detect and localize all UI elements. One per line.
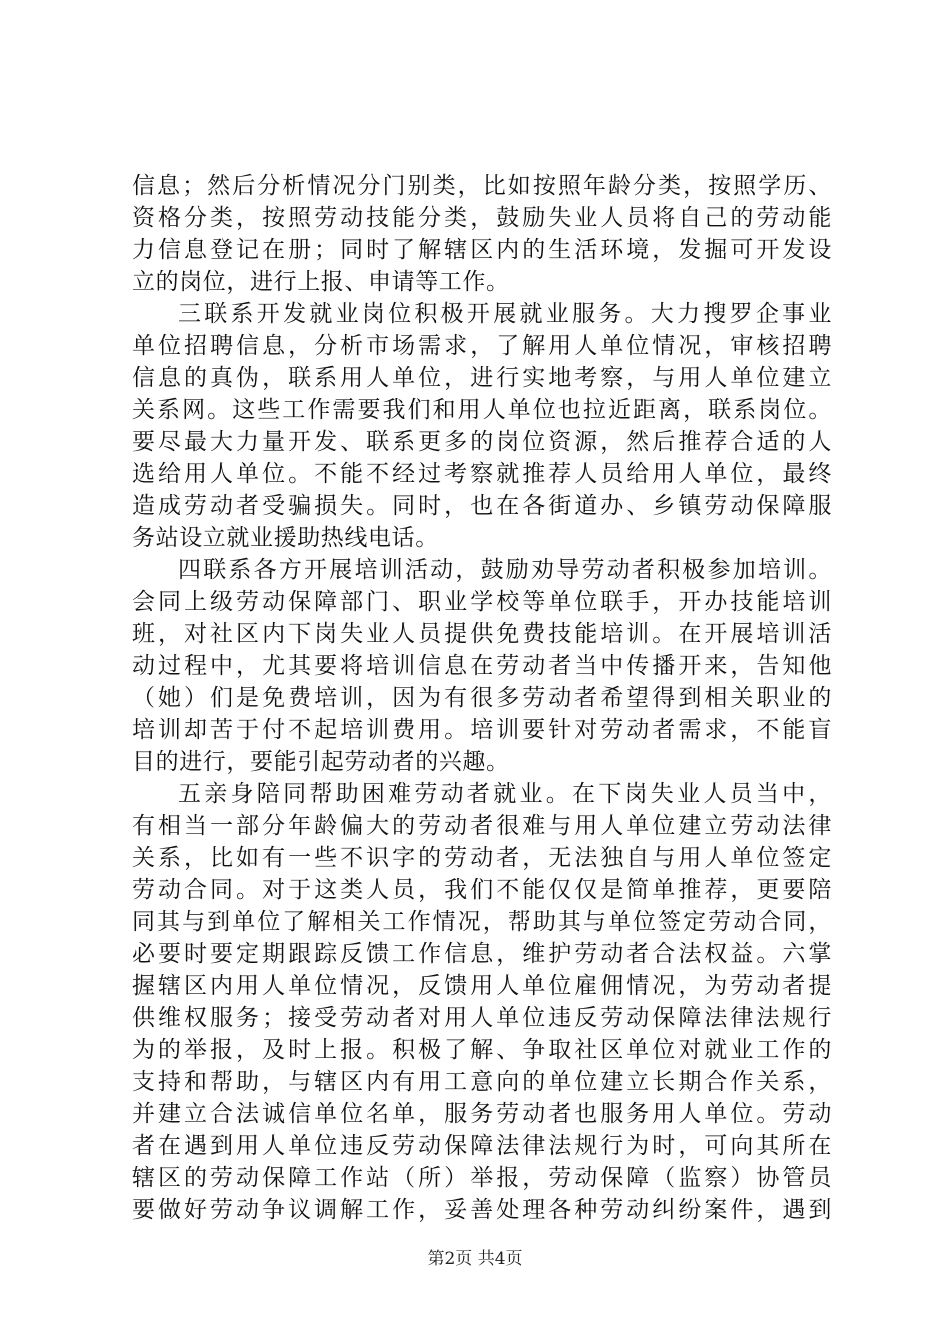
paragraph-start-line: 三联系开发就业岗位积极开展就业服务。大力搜罗企事业 [178, 301, 832, 327]
text-line: 支持和帮助，与辖区内有用工意向的单位建立长期合作关系， [132, 1069, 832, 1095]
text-line: 供维权服务；接受劳动者对用人单位违反劳动保障法律法规行 [132, 1005, 832, 1031]
text-line: 会同上级劳动保障部门、职业学校等单位联手，开办技能培训 [132, 589, 832, 615]
text-line: 信息；然后分析情况分门别类，比如按照年龄分类，按照学历、 [132, 173, 832, 199]
text-line: 者在遇到用人单位违反劳动保障法律法规行为时，可向其所在 [132, 1133, 832, 1159]
text-line: 造成劳动者受骗损失。同时，也在各街道办、乡镇劳动保障服 [132, 493, 832, 519]
text-line: 必要时要定期跟踪反馈工作信息，维护劳动者合法权益。六掌 [132, 941, 832, 967]
text-line: 资格分类，按照劳动技能分类，鼓励失业人员将自己的劳动能 [132, 205, 832, 231]
text-line: 关系网。这些工作需要我们和用人单位也拉近距离，联系岗位。 [132, 397, 832, 423]
text-line: 劳动合同。对于这类人员，我们不能仅仅是简单推荐，更要陪 [132, 877, 832, 903]
paragraph-start-line: 五亲身陪同帮助困难劳动者就业。在下岗失业人员当中， [178, 781, 832, 807]
text-line: 信息的真伪，联系用人单位，进行实地考察，与用人单位建立 [132, 365, 832, 391]
text-line: 力信息登记在册；同时了解辖区内的生活环境，发掘可开发设 [132, 237, 832, 263]
paragraph-start-line: 四联系各方开展培训活动，鼓励劝导劳动者积极参加培训。 [178, 557, 832, 583]
text-line: 握辖区内用人单位情况，反馈用人单位雇佣情况，为劳动者提 [132, 973, 832, 999]
text-line: 选给用人单位。不能不经过考察就推荐人员给用人单位，最终 [132, 461, 832, 487]
body-text [132, 170, 832, 1226]
text-line: 关系，比如有一些不识字的劳动者，无法独自与用人单位签定 [132, 845, 832, 871]
text-line: 动过程中，尤其要将培训信息在劳动者当中传播开来，告知他 [132, 653, 832, 679]
text-line: 要做好劳动争议调解工作，妥善处理各种劳动纠纷案件，遇到 [132, 1197, 832, 1223]
text-line: 为的举报，及时上报。积极了解、争取社区单位对就业工作的 [132, 1037, 832, 1063]
text-line: 班，对社区内下岗失业人员提供免费技能培训。在开展培训活 [132, 621, 832, 647]
text-line: 培训却苦于付不起培训费用。培训要针对劳动者需求，不能盲 [132, 717, 832, 743]
text-line: 立的岗位，进行上报、申请等工作。 [132, 269, 510, 295]
text-line: 要尽最大力量开发、联系更多的岗位资源，然后推荐合适的人 [132, 429, 832, 455]
page-number: 第2页 共4页 [427, 1249, 523, 1269]
text-line: 务站设立就业援助热线电话。 [132, 525, 439, 551]
text-line: 并建立合法诚信单位名单，服务劳动者也服务用人单位。劳动 [132, 1101, 832, 1127]
text-line: 同其与到单位了解相关工作情况，帮助其与单位签定劳动合同， [132, 909, 832, 935]
text-line: 目的进行，要能引起劳动者的兴趣。 [132, 749, 510, 775]
text-line: 有相当一部分年龄偏大的劳动者很难与用人单位建立劳动法律 [132, 813, 832, 839]
text-line: 单位招聘信息，分析市场需求，了解用人单位情况，审核招聘 [132, 333, 832, 359]
text-line: （她）们是免费培训，因为有很多劳动者希望得到相关职业的 [132, 685, 832, 711]
text-line: 辖区的劳动保障工作站（所）举报，劳动保障（监察）协管员 [132, 1165, 832, 1191]
